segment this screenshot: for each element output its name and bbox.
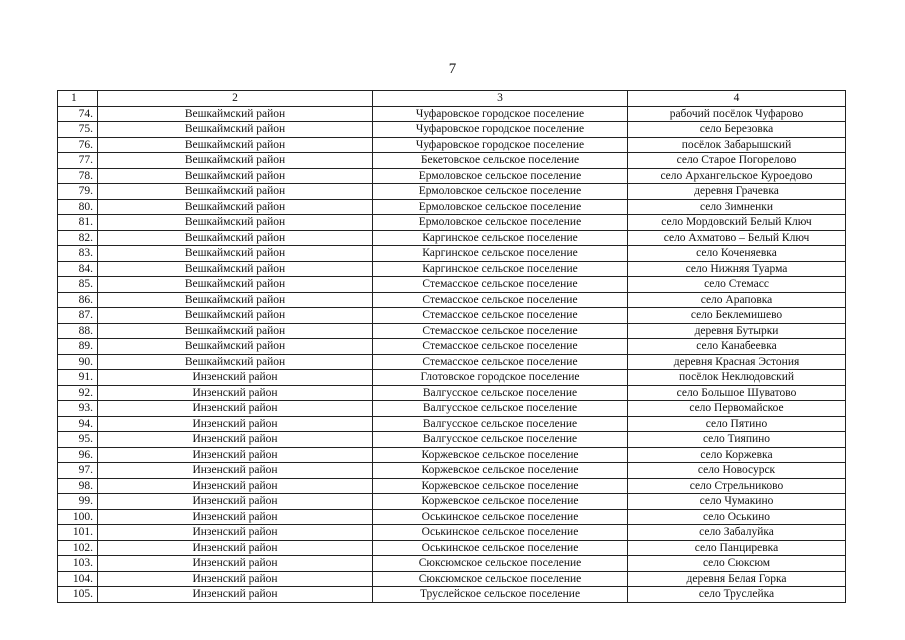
cell-settlement: Ермоловское сельское поселение [373, 184, 628, 200]
cell-locality: деревня Красная Эстония [628, 354, 846, 370]
cell-district: Инзенский район [98, 385, 373, 401]
table-row [58, 277, 846, 293]
table-row [58, 308, 846, 324]
cell-locality: село Канабеевка [628, 339, 846, 355]
cell-number: 101. [58, 525, 98, 541]
cell-settlement: Оськинское сельское поселение [373, 525, 628, 541]
cell-settlement: Валгусское сельское поселение [373, 385, 628, 401]
table-row [58, 153, 846, 169]
cell-locality: село Нижняя Туарма [628, 261, 846, 277]
cell-settlement: Бекетовское сельское поселение [373, 153, 628, 169]
cell-locality: село Новосурск [628, 463, 846, 479]
cell-district: Вешкаймский район [98, 246, 373, 262]
table-header-row [58, 91, 846, 107]
cell-locality: рабочий посёлок Чуфарово [628, 106, 846, 122]
cell-settlement: Стемасское сельское поселение [373, 354, 628, 370]
cell-settlement: Коржевское сельское поселение [373, 478, 628, 494]
cell-settlement: Стемасское сельское поселение [373, 323, 628, 339]
cell-district: Вешкаймский район [98, 199, 373, 215]
cell-settlement: Оськинское сельское поселение [373, 540, 628, 556]
cell-locality: село Сюксюм [628, 556, 846, 572]
cell-district: Вешкаймский район [98, 261, 373, 277]
column-header-district: 2 [98, 91, 373, 107]
cell-district: Инзенский район [98, 525, 373, 541]
cell-district: Инзенский район [98, 478, 373, 494]
cell-settlement: Коржевское сельское поселение [373, 463, 628, 479]
table-row [58, 199, 846, 215]
cell-settlement: Труслейское сельское поселение [373, 587, 628, 603]
cell-district: Инзенский район [98, 571, 373, 587]
cell-number: 81. [58, 215, 98, 231]
table-row [58, 261, 846, 277]
cell-settlement: Каргинское сельское поселение [373, 261, 628, 277]
cell-locality: село Березовка [628, 122, 846, 138]
cell-locality: посёлок Забарышский [628, 137, 846, 153]
cell-number: 85. [58, 277, 98, 293]
column-header-number: 1 [58, 91, 98, 107]
settlements-table [57, 90, 846, 603]
cell-locality: село Стрельниково [628, 478, 846, 494]
cell-number: 98. [58, 478, 98, 494]
cell-number: 92. [58, 385, 98, 401]
cell-settlement: Стемасское сельское поселение [373, 277, 628, 293]
cell-number: 79. [58, 184, 98, 200]
cell-district: Вешкаймский район [98, 122, 373, 138]
table-row [58, 587, 846, 603]
cell-district: Вешкаймский район [98, 215, 373, 231]
cell-district: Инзенский район [98, 432, 373, 448]
table-row [58, 463, 846, 479]
cell-settlement: Каргинское сельское поселение [373, 230, 628, 246]
cell-settlement: Ермоловское сельское поселение [373, 199, 628, 215]
cell-number: 100. [58, 509, 98, 525]
cell-locality: село Старое Погорелово [628, 153, 846, 169]
cell-number: 78. [58, 168, 98, 184]
table-row [58, 230, 846, 246]
cell-settlement: Каргинское сельское поселение [373, 246, 628, 262]
table-row [58, 168, 846, 184]
cell-district: Инзенский район [98, 463, 373, 479]
table-row [58, 447, 846, 463]
cell-district: Инзенский район [98, 494, 373, 510]
cell-district: Инзенский район [98, 587, 373, 603]
cell-settlement: Ермоловское сельское поселение [373, 215, 628, 231]
table-row [58, 354, 846, 370]
cell-locality: село Зимненки [628, 199, 846, 215]
cell-locality: село Ахматово – Белый Ключ [628, 230, 846, 246]
table-row [58, 401, 846, 417]
table-body [58, 106, 846, 602]
cell-locality: село Оськино [628, 509, 846, 525]
cell-number: 76. [58, 137, 98, 153]
cell-district: Вешкаймский район [98, 230, 373, 246]
cell-district: Вешкаймский район [98, 292, 373, 308]
cell-locality: село Беклемишево [628, 308, 846, 324]
cell-number: 89. [58, 339, 98, 355]
cell-district: Вешкаймский район [98, 153, 373, 169]
cell-locality: село Архангельское Куроедово [628, 168, 846, 184]
table-row [58, 525, 846, 541]
cell-settlement: Глотовское городское поселение [373, 370, 628, 386]
cell-settlement: Валгусское сельское поселение [373, 401, 628, 417]
cell-number: 91. [58, 370, 98, 386]
cell-number: 93. [58, 401, 98, 417]
table-row [58, 509, 846, 525]
cell-district: Инзенский район [98, 556, 373, 572]
table-row [58, 246, 846, 262]
cell-district: Вешкаймский район [98, 184, 373, 200]
cell-number: 103. [58, 556, 98, 572]
cell-number: 82. [58, 230, 98, 246]
cell-number: 105. [58, 587, 98, 603]
cell-number: 95. [58, 432, 98, 448]
cell-locality: посёлок Неклюдовский [628, 370, 846, 386]
table-row [58, 122, 846, 138]
cell-settlement: Стемасское сельское поселение [373, 292, 628, 308]
cell-number: 87. [58, 308, 98, 324]
table-row [58, 571, 846, 587]
table-row [58, 184, 846, 200]
table-row [58, 215, 846, 231]
column-header-settlement: 3 [373, 91, 628, 107]
table-row [58, 106, 846, 122]
cell-district: Вешкаймский район [98, 354, 373, 370]
cell-number: 104. [58, 571, 98, 587]
cell-locality: село Чумакино [628, 494, 846, 510]
cell-number: 99. [58, 494, 98, 510]
table-row [58, 416, 846, 432]
cell-number: 97. [58, 463, 98, 479]
cell-district: Инзенский район [98, 447, 373, 463]
cell-district: Инзенский район [98, 509, 373, 525]
cell-number: 94. [58, 416, 98, 432]
cell-number: 96. [58, 447, 98, 463]
column-header-locality: 4 [628, 91, 846, 107]
cell-district: Вешкаймский район [98, 137, 373, 153]
cell-number: 77. [58, 153, 98, 169]
cell-settlement: Сюксюмское сельское поселение [373, 571, 628, 587]
page-number: 7 [448, 61, 457, 77]
cell-locality: деревня Грачевка [628, 184, 846, 200]
cell-locality: село Араповка [628, 292, 846, 308]
cell-district: Вешкаймский район [98, 323, 373, 339]
cell-locality: село Коржевка [628, 447, 846, 463]
cell-settlement: Коржевское сельское поселение [373, 494, 628, 510]
cell-settlement: Чуфаровское городское поселение [373, 106, 628, 122]
cell-settlement: Оськинское сельское поселение [373, 509, 628, 525]
table-row [58, 556, 846, 572]
cell-settlement: Чуфаровское городское поселение [373, 122, 628, 138]
cell-district: Инзенский район [98, 540, 373, 556]
cell-district: Вешкаймский район [98, 308, 373, 324]
table-row [58, 432, 846, 448]
cell-locality: деревня Бутырки [628, 323, 846, 339]
cell-number: 90. [58, 354, 98, 370]
table-row [58, 323, 846, 339]
table-row [58, 478, 846, 494]
cell-locality: село Пятино [628, 416, 846, 432]
cell-number: 80. [58, 199, 98, 215]
table-row [58, 494, 846, 510]
cell-locality: село Мордовский Белый Ключ [628, 215, 846, 231]
cell-settlement: Валгусское сельское поселение [373, 432, 628, 448]
cell-locality: село Забалуйка [628, 525, 846, 541]
cell-locality: село Панциревка [628, 540, 846, 556]
table-row [58, 137, 846, 153]
cell-settlement: Чуфаровское городское поселение [373, 137, 628, 153]
cell-settlement: Стемасское сельское поселение [373, 308, 628, 324]
cell-settlement: Стемасское сельское поселение [373, 339, 628, 355]
table-row [58, 540, 846, 556]
cell-locality: село Стемасс [628, 277, 846, 293]
cell-district: Инзенский район [98, 416, 373, 432]
cell-number: 84. [58, 261, 98, 277]
cell-number: 75. [58, 122, 98, 138]
cell-settlement: Сюксюмское сельское поселение [373, 556, 628, 572]
cell-number: 88. [58, 323, 98, 339]
cell-locality: село Тияпино [628, 432, 846, 448]
cell-district: Вешкаймский район [98, 168, 373, 184]
cell-locality: село Коченяевка [628, 246, 846, 262]
cell-settlement: Ермоловское сельское поселение [373, 168, 628, 184]
cell-number: 74. [58, 106, 98, 122]
cell-settlement: Валгусское сельское поселение [373, 416, 628, 432]
cell-locality: село Большое Шуватово [628, 385, 846, 401]
table-row [58, 370, 846, 386]
table-row [58, 339, 846, 355]
cell-district: Вешкаймский район [98, 106, 373, 122]
cell-settlement: Коржевское сельское поселение [373, 447, 628, 463]
cell-district: Инзенский район [98, 370, 373, 386]
cell-district: Вешкаймский район [98, 339, 373, 355]
cell-locality: село Первомайское [628, 401, 846, 417]
cell-number: 102. [58, 540, 98, 556]
cell-district: Вешкаймский район [98, 277, 373, 293]
cell-number: 86. [58, 292, 98, 308]
cell-locality: село Труслейка [628, 587, 846, 603]
cell-district: Инзенский район [98, 401, 373, 417]
table-row [58, 385, 846, 401]
cell-number: 83. [58, 246, 98, 262]
table-row [58, 292, 846, 308]
cell-locality: деревня Белая Горка [628, 571, 846, 587]
